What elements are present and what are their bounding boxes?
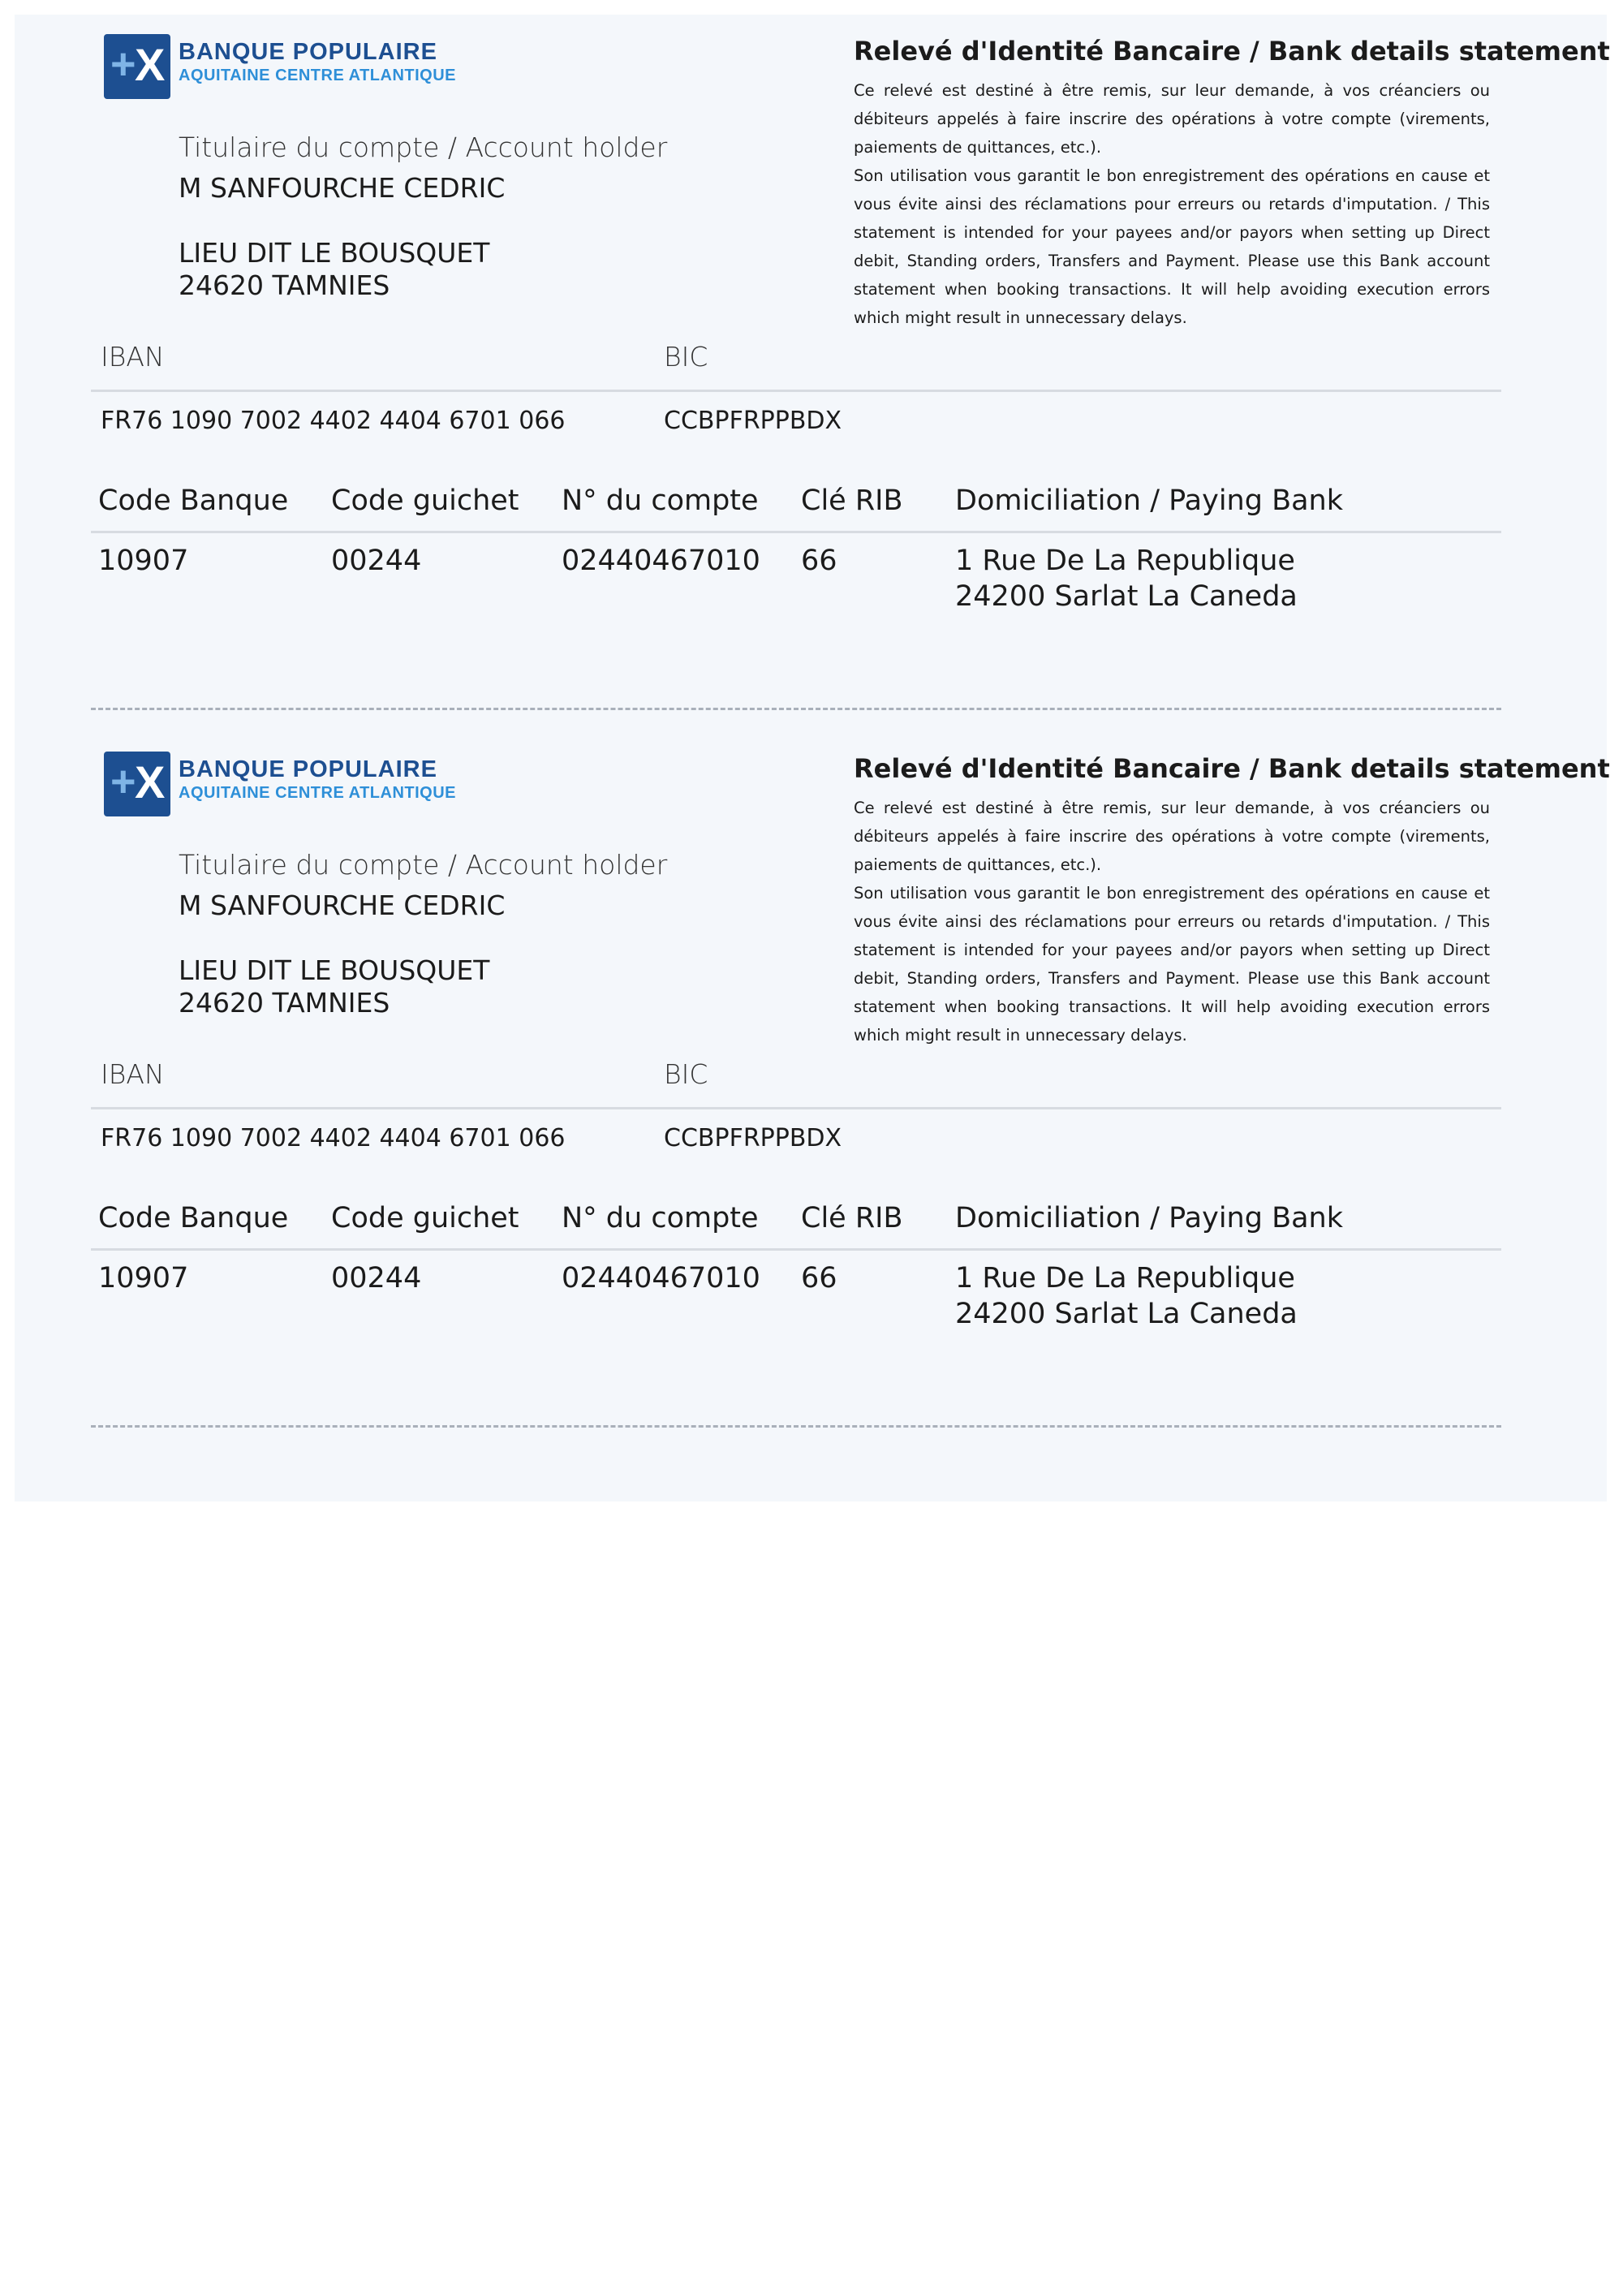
statement-paragraph-1: Ce relevé est destiné à être remis, sur leur demande, à vos créanciers ou débiteurs appelés à faire inscrire des opérations à votre compte (virements, paiements de quittances, etc.).: [854, 799, 1490, 874]
statement-text: [854, 76, 1490, 332]
bank-name: BANQUE POPULAIRE: [179, 756, 437, 782]
divider: [91, 390, 1501, 392]
statement-title: Relevé d'Identité Bancaire / Bank details statement: [854, 36, 1610, 67]
address-line-2: 24620 TAMNIES: [179, 987, 390, 1019]
bank-region: AQUITAINE CENTRE ATLANTIQUE: [179, 67, 457, 84]
address-line-1: LIEU DIT LE BOUSQUET: [179, 954, 490, 986]
domiciliation-line-1: 1 Rue De La Republique: [955, 545, 1295, 577]
statement-paragraph-1: Ce relevé est destiné à être remis, sur leur demande, à vos créanciers ou débiteurs appelés à faire inscrire des opérations à votre compte (virements, paiements de quittances, etc.).: [854, 81, 1490, 157]
domiciliation-line-1: 1 Rue De La Republique: [955, 1262, 1295, 1294]
bic-value: CCBPFRPPBDX: [664, 407, 842, 435]
header-code-guichet: Code guichet: [331, 485, 519, 517]
code-guichet-value: 00244: [331, 1262, 422, 1294]
account-holder-name: M SANFOURCHE CEDRIC: [179, 172, 506, 204]
iban-label: IBAN: [101, 341, 165, 373]
iban-label: IBAN: [101, 1058, 165, 1090]
account-holder-name: M SANFOURCHE CEDRIC: [179, 890, 506, 921]
code-banque-value: 10907: [98, 1262, 189, 1294]
address-line-1: LIEU DIT LE BOUSQUET: [179, 237, 490, 269]
bic-value: CCBPFRPPBDX: [664, 1124, 842, 1152]
header-code-guichet: Code guichet: [331, 1202, 519, 1234]
bank-logo-icon: + X: [104, 34, 170, 99]
divider: [91, 1107, 1501, 1109]
bank-region: AQUITAINE CENTRE ATLANTIQUE: [179, 784, 457, 802]
cut-line: [91, 708, 1501, 710]
iban-value: FR76 1090 7002 4402 4404 6701 066: [101, 407, 566, 435]
statement-paragraph-2: Son utilisation vous garantit le bon enregistrement des opérations en cause et vous évite ainsi des réclamations pour erreurs ou retards d'imputation. / This statement is intended for your payees and/or payors when setting up Direct debit, Standing orders, Transfers and Payment. Please use this Bank account statement when booking transactions. It will help avoiding execution errors which might result in unnecessary delays.: [854, 166, 1490, 327]
bank-logo-icon: + X: [104, 752, 170, 816]
statement-title: Relevé d'Identité Bancaire / Bank details statement: [854, 753, 1610, 784]
header-numero-compte: N° du compte: [562, 485, 759, 517]
header-numero-compte: N° du compte: [562, 1202, 759, 1234]
domiciliation-line-2: 24200 Sarlat La Caneda: [955, 1298, 1298, 1330]
statement-paragraph-2: Son utilisation vous garantit le bon enregistrement des opérations en cause et vous évite ainsi des réclamations pour erreurs ou retards d'imputation. / This statement is intended for your payees and/or payors when setting up Direct debit, Standing orders, Transfers and Payment. Please use this Bank account statement when booking transactions. It will help avoiding execution errors which might result in unnecessary delays.: [854, 884, 1490, 1045]
code-banque-value: 10907: [98, 545, 189, 577]
numero-compte-value: 02440467010: [562, 1262, 760, 1294]
account-holder-label: Titulaire du compte / Account holder: [179, 131, 668, 163]
header-domiciliation: Domiciliation / Paying Bank: [955, 1202, 1343, 1234]
header-cle-rib: Clé RIB: [801, 485, 903, 517]
code-guichet-value: 00244: [331, 545, 422, 577]
iban-value: FR76 1090 7002 4402 4404 6701 066: [101, 1124, 566, 1152]
header-code-banque: Code Banque: [98, 1202, 289, 1234]
divider: [91, 531, 1501, 533]
address-line-2: 24620 TAMNIES: [179, 269, 390, 301]
cle-rib-value: 66: [801, 545, 837, 577]
header-domiciliation: Domiciliation / Paying Bank: [955, 485, 1343, 517]
domiciliation-line-2: 24200 Sarlat La Caneda: [955, 580, 1298, 613]
numero-compte-value: 02440467010: [562, 545, 760, 577]
header-code-banque: Code Banque: [98, 485, 289, 517]
rib-section: [0, 0, 1623, 706]
statement-text: [854, 794, 1490, 1049]
bic-label: BIC: [664, 341, 708, 373]
bank-name: BANQUE POPULAIRE: [179, 39, 437, 65]
cut-line: [91, 1425, 1501, 1428]
rib-section: [0, 717, 1623, 1424]
cle-rib-value: 66: [801, 1262, 837, 1294]
bic-label: BIC: [664, 1058, 708, 1090]
divider: [91, 1248, 1501, 1251]
account-holder-label: Titulaire du compte / Account holder: [179, 849, 668, 881]
header-cle-rib: Clé RIB: [801, 1202, 903, 1234]
